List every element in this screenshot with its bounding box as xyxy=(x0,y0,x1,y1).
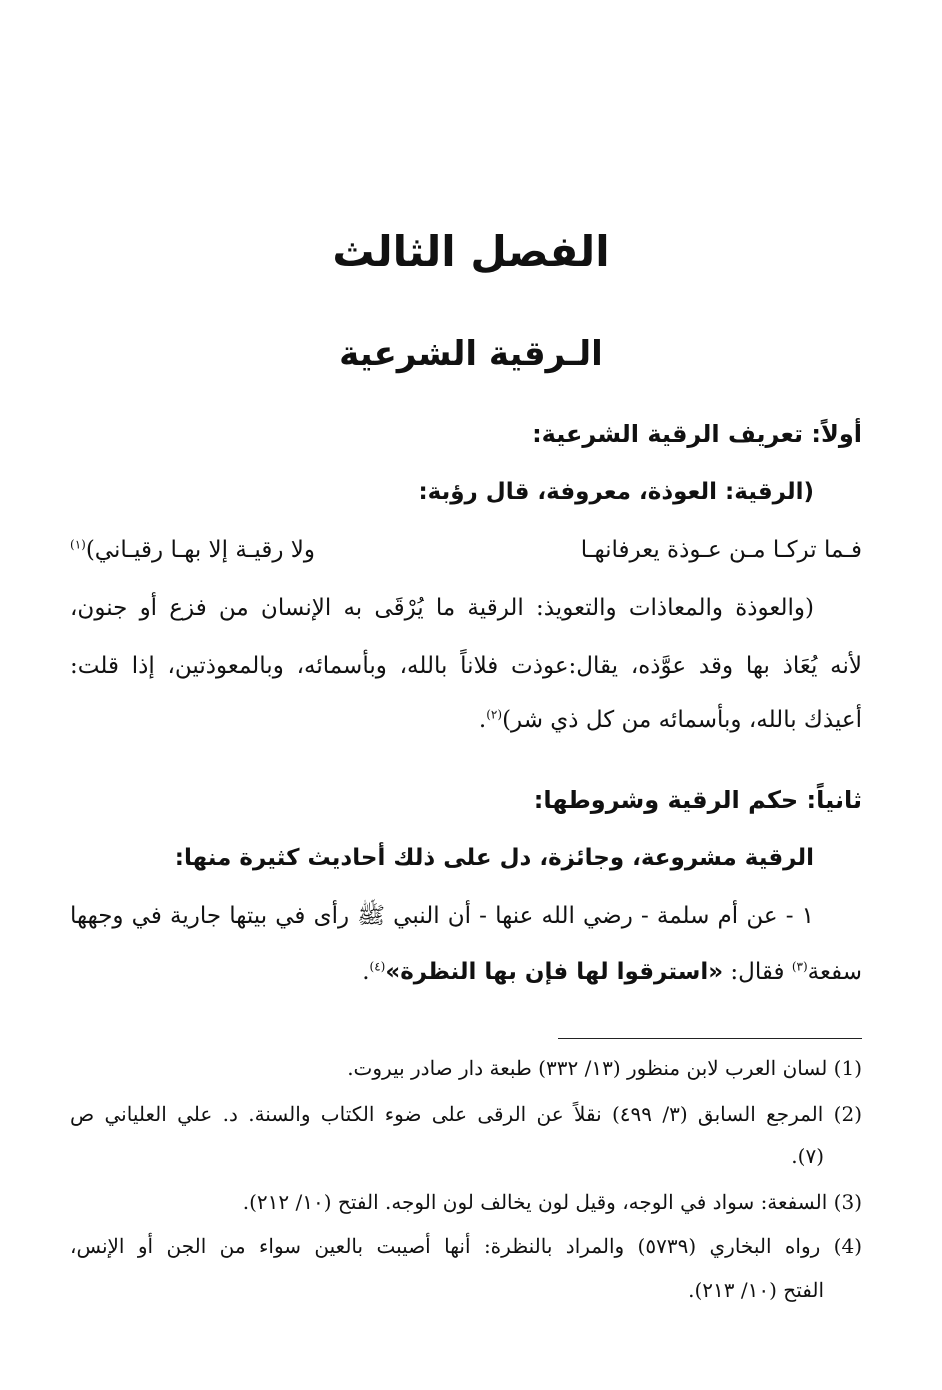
hadith-said: فقال: xyxy=(723,959,792,985)
footnote-4-line-1: (4) رواه البخاري (٥٧٣٩) والمراد بالنظرة: أنها أصيبت بالعين سواء من الجن أو الإنس، xyxy=(70,1234,863,1258)
footnote-divider xyxy=(558,1038,862,1039)
verse-second-hemistich xyxy=(70,530,315,570)
poetry-verse xyxy=(70,530,862,570)
footnote-1: (1) لسان العرب لابن منظور (١٣/ ٣٣٢) طبعة دار صادر بيروت. xyxy=(347,1056,862,1080)
hadith-end: . xyxy=(362,959,370,985)
footnote-2-line-2: (٧). xyxy=(791,1144,824,1168)
part2-heading: ثانياً: حكم الرقية وشروطها: xyxy=(533,786,862,814)
footnote-ref-3: (٣) xyxy=(791,959,808,974)
footnote-3: (3) السفعة: سواد في الوجه، وقيل لون يخالف لون الوجه. الفتح (١٠/ ٢١٢). xyxy=(242,1190,862,1214)
section-title: الـرقية الشرعية xyxy=(339,334,603,374)
footnote-ref-4: (٤) xyxy=(369,959,386,974)
footnote-ref-1: (١) xyxy=(70,537,86,552)
part1-line-4-text: أعيذك بالله، وبأسمائه من كل ذي شر) xyxy=(502,707,862,733)
hadith-quote: «استرقوا لها فإن بها النظرة» xyxy=(385,959,724,985)
hadith-word: سفعة xyxy=(807,959,862,985)
hadith-line-2 xyxy=(70,952,862,992)
chapter-title: الفصل الثالث xyxy=(332,227,610,276)
part1-line-2: (والعوذة والمعاذات والتعويذ: الرقية ما يُرْقَى به الإنسان من فزع أو جنون، xyxy=(70,595,814,621)
footnote-4-line-2: الفتح (١٠/ ٢١٣). xyxy=(688,1278,824,1302)
hadith-line-1: ١ - عن أم سلمة - رضي الله عنها - أن النبي ﷺ رأى في بيتها جارية في وجهها xyxy=(70,903,814,929)
part1-line-4: أعيذك بالله، وبأسمائه من كل ذي شر)$^{(٢)}$. xyxy=(478,707,862,733)
verse-first-hemistich: فـما تركـا مـن عـوذة يعرفانهـا xyxy=(580,537,862,563)
part1-heading: أولاً: تعريف الرقية الشرعية: xyxy=(532,420,862,448)
part2-intro: الرقية مشروعة، وجائزة، دل على ذلك أحاديث كثيرة منها: xyxy=(174,845,814,871)
part1-line-quote-intro: (الرقية: العوذة، معروفة، قال رؤبة: xyxy=(418,479,814,505)
part1-line-3: لأنه يُعَاذ بها وقد عوَّذه، يقال:عوذت فلاناً بالله، وبأسمائه، وبالمعوذتين، إذا قلت: xyxy=(70,653,862,679)
footnote-2-line-1: (2) المرجع السابق (٣/ ٤٩٩) نقلاً عن الرقى على ضوء الكتاب والسنة. د. علي العلياني ص xyxy=(70,1102,862,1126)
footnote-ref-2: (٢) xyxy=(486,707,503,722)
verse-second-text: ولا رقيـة إلا بهـا رقيـاني) xyxy=(85,537,315,563)
